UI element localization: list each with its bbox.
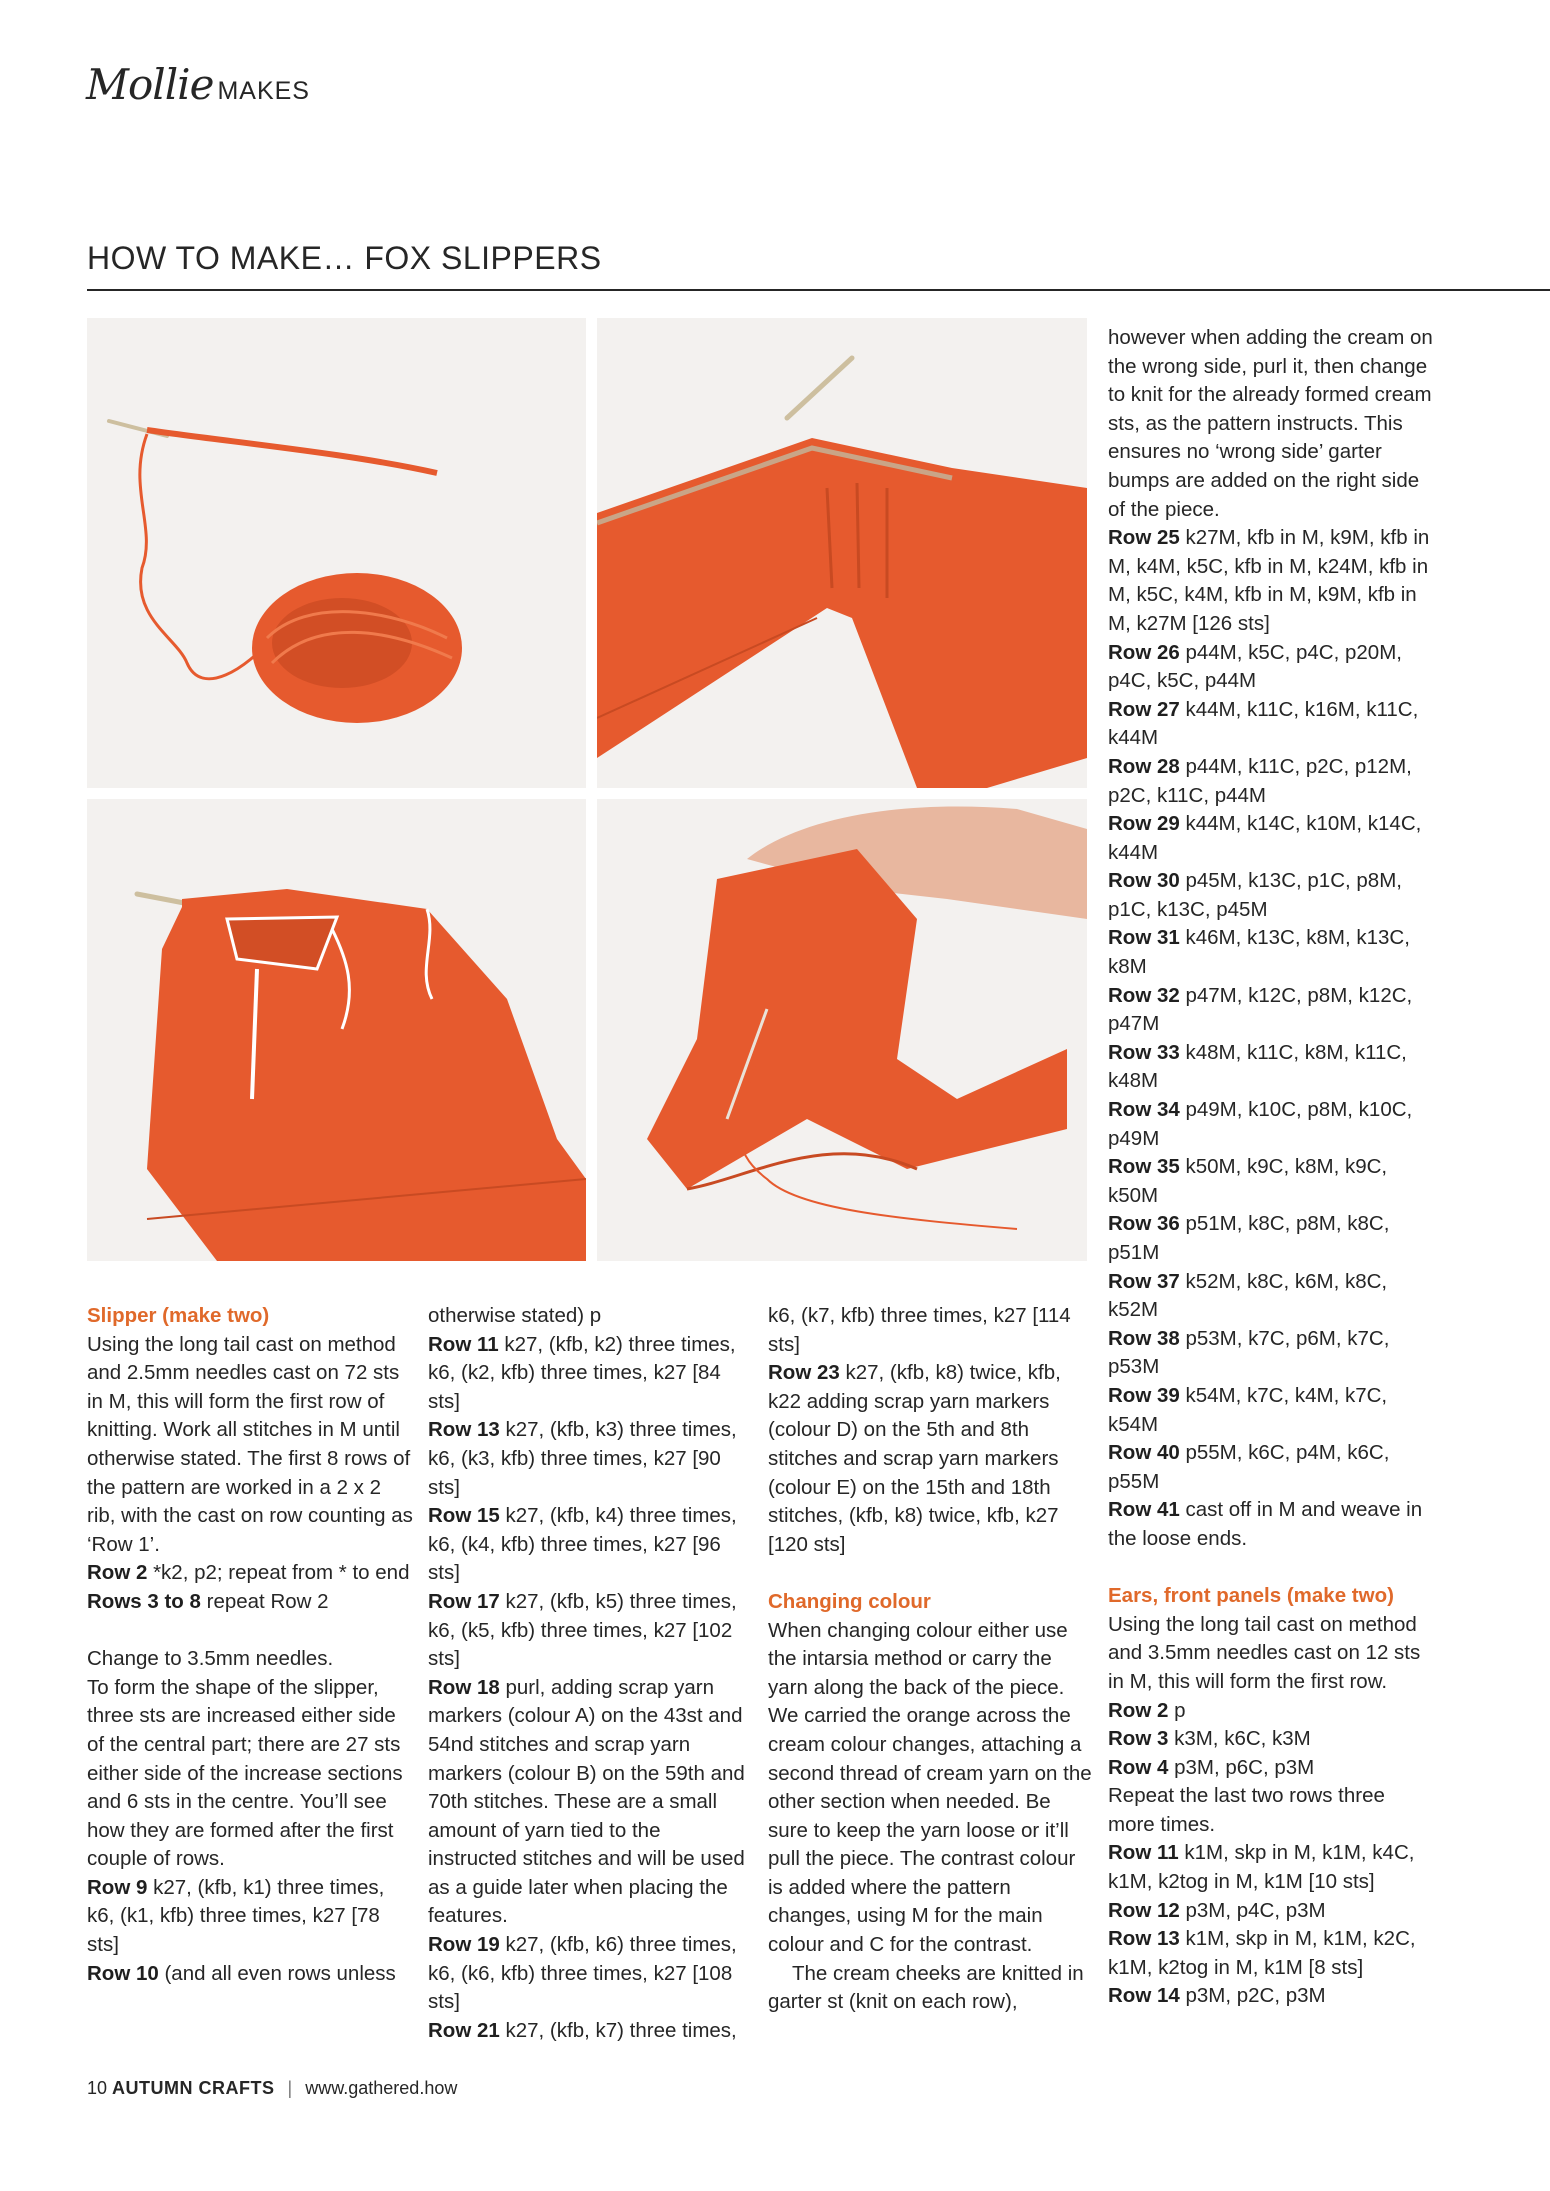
title-divider <box>87 289 1550 291</box>
pattern-row <box>87 1960 413 1989</box>
pattern-row <box>1108 753 1434 810</box>
row-label: Row 18 <box>428 1675 500 1699</box>
row-instruction: *k2, p2; repeat from * to end <box>147 1561 410 1585</box>
pattern-row <box>87 1588 413 1617</box>
row-instruction: p3M, p2C, p3M <box>1179 1984 1326 2008</box>
paragraph-gap <box>87 1617 413 1646</box>
paragraph-gap <box>1108 1554 1434 1583</box>
row-label: Row 25 <box>1108 526 1180 550</box>
pattern-row <box>87 1559 413 1588</box>
pattern-row <box>1108 1925 1434 1982</box>
row-label: Row 35 <box>1108 1155 1180 1179</box>
row-label: Row 13 <box>428 1418 500 1442</box>
row-label: Row 36 <box>1108 1212 1180 1236</box>
body-paragraph: otherwise stated) p <box>428 1304 602 1327</box>
pattern-row <box>1108 1268 1434 1325</box>
body-paragraph: The cream cheeks are knitted in garter st (knit on each row), <box>768 1961 1084 2014</box>
pattern-row <box>1108 524 1434 638</box>
row-instruction: k27M, kfb in M, k9M, kfb in M, k4M, k5C, kfb in M, k24M, kfb in M, k5C, k4M, kfb in M, k9M, kfb in M, k27M [126 sts] <box>1108 526 1430 635</box>
body-paragraph: Repeat the last two rows three more times. <box>1108 1784 1385 1836</box>
row-instruction: k27, (kfb, k2) three times, k6, (k2, kfb) three times, k27 [84 sts] <box>428 1332 736 1413</box>
row-instruction: k50M, k9C, k8M, k9C, k50M <box>1108 1155 1388 1207</box>
row-label: Row 26 <box>1108 640 1180 664</box>
row-instruction: k48M, k11C, k8M, k11C, k48M <box>1108 1040 1407 1093</box>
row-instruction: p3M, p4C, p3M <box>1179 1898 1326 1922</box>
row-instruction: p44M, k11C, p2C, p12M, p2C, k11C, p44M <box>1108 754 1412 807</box>
row-instruction: p3M, p6C, p3M <box>1168 1755 1315 1779</box>
logo-script: Mollie <box>86 60 214 109</box>
row-instruction: k27, (kfb, k8) twice, kfb, k22 adding scrap yarn markers (colour D) on the 5th and 8th stitches and scrap yarn markers (colour E) on the 15th and 18th stitches, (kfb, k8) twice, kfb, k27 [120 sts] <box>768 1361 1061 1556</box>
row-label: Row 31 <box>1108 926 1180 950</box>
pattern-row <box>1108 982 1434 1039</box>
text-column-1 <box>87 1302 413 1988</box>
row-instruction: k46M, k13C, k8M, k13C, k8M <box>1108 926 1410 979</box>
row-instruction: purl, adding scrap yarn markers (colour A) on the 43st and 54nd stitches and scrap yarn markers (colour B) on the 59th and 70th stitches. These are a small amount of yarn tied to the instructed stitches and will be used as a guide later when placing the features. <box>428 1675 745 1928</box>
row-label: Row 10 <box>87 1961 159 1985</box>
pattern-row <box>1108 1096 1434 1153</box>
row-instruction: p49M, k10C, p8M, k10C, p49M <box>1108 1098 1413 1150</box>
row-instruction: p47M, k12C, p8M, k12C, p47M <box>1108 983 1413 1036</box>
row-label: Row 30 <box>1108 869 1180 893</box>
pattern-row <box>87 1874 413 1960</box>
row-instruction: k27, (kfb, k7) three times, <box>499 2018 737 2042</box>
row-instruction: k52M, k8C, k6M, k8C, k52M <box>1108 1269 1388 1322</box>
row-label: Row 11 <box>428 1332 499 1356</box>
pattern-row <box>1108 1153 1434 1210</box>
row-label: Row 17 <box>428 1589 500 1613</box>
row-instruction: k3M, k6C, k3M <box>1168 1727 1311 1751</box>
row-label: Row 41 <box>1108 1498 1180 1522</box>
row-label: Row 32 <box>1108 983 1180 1007</box>
row-label: Row 11 <box>1108 1841 1179 1865</box>
row-label: Row 34 <box>1108 1098 1180 1122</box>
row-label: Row 4 <box>1108 1755 1169 1779</box>
text-column-3 <box>768 1302 1094 2017</box>
section-heading: Ears, front panels (make two) <box>1108 1584 1394 1608</box>
row-instruction: p53M, k7C, p6M, k7C, p53M <box>1108 1326 1390 1379</box>
row-label: Row 3 <box>1108 1727 1169 1751</box>
row-instruction: (and all even rows unless <box>158 1961 396 1985</box>
pattern-row <box>1108 1897 1434 1926</box>
pattern-row <box>428 2017 754 2046</box>
photo-rib-increase <box>597 318 1087 788</box>
pattern-row <box>1108 1839 1434 1896</box>
row-instruction: p55M, k6C, p4M, k6C, p55M <box>1108 1441 1390 1493</box>
pattern-row <box>428 1331 754 1417</box>
row-instruction: p51M, k8C, p8M, k8C, p51M <box>1108 1212 1390 1264</box>
row-instruction: k54M, k7C, k4M, k7C, k54M <box>1108 1383 1388 1436</box>
row-label: Row 29 <box>1108 812 1180 836</box>
pattern-row <box>1108 1325 1434 1382</box>
pattern-row <box>428 1502 754 1588</box>
pattern-row <box>1108 1382 1434 1439</box>
row-label: Row 19 <box>428 1933 500 1957</box>
pattern-row <box>1108 867 1434 924</box>
pattern-row <box>428 1931 754 2017</box>
row-label: Row 38 <box>1108 1326 1180 1350</box>
footer-separator: | <box>287 2078 293 2098</box>
row-instruction: repeat Row 2 <box>200 1589 329 1613</box>
row-instruction: k44M, k11C, k16M, k11C, k44M <box>1108 697 1419 750</box>
body-paragraph: Change to 3.5mm needles. <box>87 1647 334 1671</box>
body-paragraph: When changing colour either use the intarsia method or carry the yarn along the back of the piece. We carried the orange across the cream colour changes, attaching a second thread of cream yarn on the other section when needed. Be sure to keep the yarn loose or it’ll pull the piece. The contrast colour is added where the pattern changes, using M for the main colour and C for the contrast. <box>768 1618 1092 1957</box>
pattern-row <box>1108 696 1434 753</box>
row-label: Row 37 <box>1108 1269 1180 1293</box>
row-instruction: k44M, k14C, k10M, k14C, k44M <box>1108 812 1422 864</box>
section-heading: Slipper (make two) <box>87 1304 270 1327</box>
body-paragraph: however when adding the cream on the wrong side, purl it, then change to knit for the already formed cream sts, as the pattern instructs. This ensures no ‘wrong side’ garter bumps are added on the right side of the piece. <box>1108 326 1433 521</box>
pattern-row <box>768 1359 1094 1559</box>
text-column-2 <box>428 1302 754 2045</box>
row-instruction: k27, (kfb, k6) three times, k6, (k6, kfb) three times, k27 [108 sts] <box>428 1933 737 2014</box>
row-instruction: k27, (kfb, k5) three times, k6, (k5, kfb) three times, k27 [102 sts] <box>428 1589 737 1671</box>
row-label: Row 33 <box>1108 1040 1180 1064</box>
row-label: Row 13 <box>1108 1927 1180 1951</box>
pattern-row <box>1108 1439 1434 1496</box>
row-label: Row 28 <box>1108 754 1180 778</box>
row-instruction: p44M, k5C, p4C, p20M, p4C, k5C, p44M <box>1108 640 1402 693</box>
row-instruction: k27, (kfb, k3) three times, k6, (k3, kfb) three times, k27 [90 sts] <box>428 1418 737 1499</box>
photo-scrap-yarn-markers <box>87 799 586 1261</box>
pattern-row <box>1108 1496 1434 1553</box>
pattern-row <box>1108 1982 1434 2011</box>
magazine-logo <box>86 60 310 110</box>
pattern-row <box>1108 1039 1434 1096</box>
pattern-row <box>1108 1754 1434 1783</box>
row-label: Row 23 <box>768 1361 840 1385</box>
row-label: Rows 3 to 8 <box>87 1589 201 1613</box>
row-label: Row 14 <box>1108 1984 1180 2008</box>
logo-makes: MAKES <box>217 77 310 105</box>
row-instruction: k27, (kfb, k1) three times, k6, (k1, kfb) three times, k27 [78 sts] <box>87 1875 385 1957</box>
row-label: Row 40 <box>1108 1441 1180 1465</box>
row-label: Row 27 <box>1108 697 1180 721</box>
pattern-row <box>428 1416 754 1502</box>
body-paragraph: Using the long tail cast on method and 2.5mm needles cast on 72 sts in M, this will form the first row of knitting. Work all stitches in M until otherwise stated. The first 8 rows of the pattern are worked in a 2 x 2 rib, with the cast on row counting as ‘Row 1’. <box>87 1332 413 1556</box>
page-number: 10 <box>87 2078 108 2098</box>
pattern-row <box>1108 924 1434 981</box>
footer-url: www.gathered.how <box>305 2078 458 2098</box>
pattern-row <box>428 1588 754 1674</box>
pattern-row <box>1108 1210 1434 1267</box>
body-paragraph: k6, (k7, kfb) three times, k27 [114 sts] <box>768 1304 1071 1356</box>
text-column-4 <box>1108 324 1434 2011</box>
pattern-row <box>1108 810 1434 867</box>
paragraph-gap <box>768 1559 1094 1588</box>
row-label: Row 21 <box>428 2018 500 2042</box>
row-instruction: p45M, k13C, p1C, p8M, p1C, k13C, p45M <box>1108 869 1402 921</box>
row-label: Row 15 <box>428 1504 500 1528</box>
page-footer <box>87 2078 457 2099</box>
row-instruction: k27, (kfb, k4) three times, k6, (k4, kfb) three times, k27 [96 sts] <box>428 1504 737 1585</box>
row-instruction: cast off in M and weave in the loose ends. <box>1108 1498 1423 1550</box>
magazine-name: AUTUMN CRAFTS <box>112 2078 275 2098</box>
row-label: Row 39 <box>1108 1383 1180 1407</box>
body-paragraph: To form the shape of the slipper, three sts are increased either side of the central part; there are 27 sts either side of the increase sections and 6 sts in the centre. You’ll see how they are formed after the first couple of rows. <box>87 1675 403 1871</box>
row-label: Row 2 <box>87 1561 148 1585</box>
row-label: Row 12 <box>1108 1898 1180 1922</box>
row-instruction: k1M, skp in M, k1M, k4C, k1M, k2tog in M, k1M [10 sts] <box>1108 1841 1415 1894</box>
row-label: Row 9 <box>87 1875 148 1899</box>
row-instruction: k1M, skp in M, k1M, k2C, k1M, k2tog in M, k1M [8 sts] <box>1108 1927 1416 1979</box>
body-paragraph: Using the long tail cast on method and 3.5mm needles cast on 12 sts in M, this will form the first row. <box>1108 1612 1421 1693</box>
page-title: HOW TO MAKE… FOX SLIPPERS <box>87 240 602 276</box>
pattern-row <box>1108 1697 1434 1726</box>
row-instruction: p <box>1168 1698 1186 1722</box>
photo-cast-on-needles <box>87 318 586 788</box>
pattern-row <box>1108 639 1434 696</box>
section-heading: Changing colour <box>768 1589 931 1613</box>
photo-sewing-seam <box>597 799 1087 1261</box>
row-label: Row 2 <box>1108 1698 1169 1722</box>
pattern-row <box>1108 1725 1434 1754</box>
pattern-row <box>428 1674 754 1931</box>
